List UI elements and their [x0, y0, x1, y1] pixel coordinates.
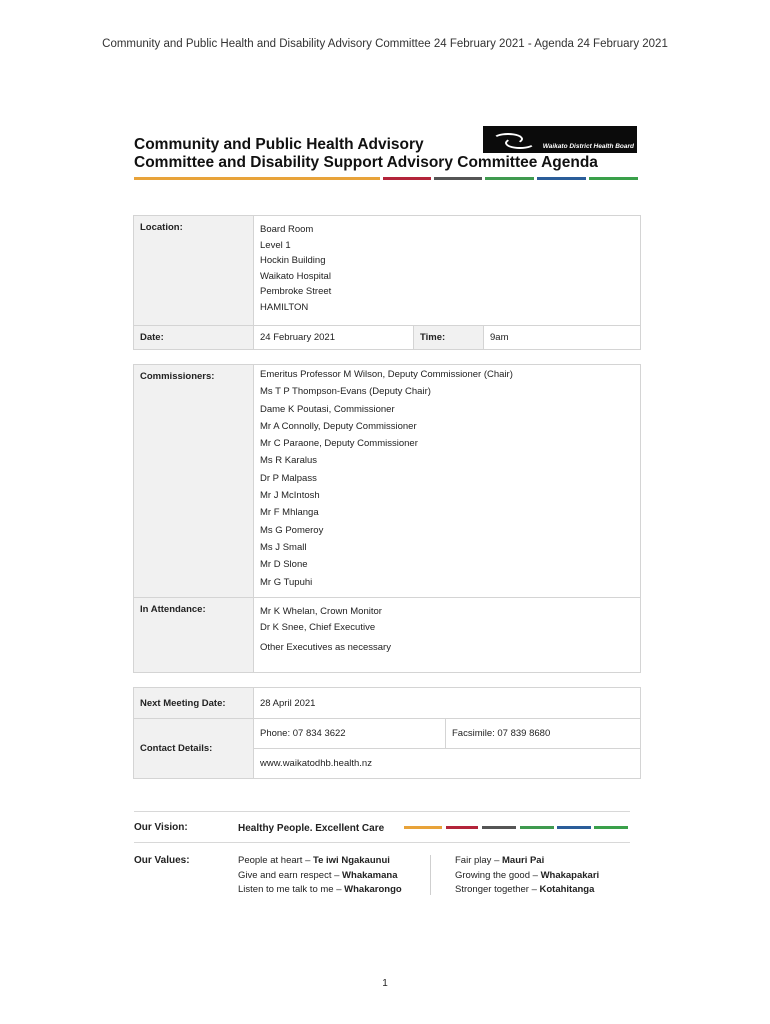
- vision-top-rule: [134, 811, 630, 812]
- vision-colorbar-blue: [557, 826, 591, 829]
- phone-value: Phone: 07 834 3622: [254, 719, 446, 749]
- value-item: Stronger together – Kotahitanga: [455, 884, 595, 895]
- attendance-item: Dr K Snee, Chief Executive: [260, 621, 376, 633]
- value-item: Fair play – Mauri Pai: [455, 855, 545, 866]
- logo-text: Waikato District Health Board: [542, 143, 634, 150]
- attendees-table: [133, 364, 641, 673]
- commissioner-item: Mr D Slone: [260, 559, 308, 571]
- waikato-dhb-logo: [483, 126, 637, 153]
- location-value: [254, 216, 641, 326]
- value-item: Listen to me talk to me – Whakarongo: [238, 884, 402, 895]
- facsimile-value: Facsimile: 07 839 8680: [446, 719, 641, 749]
- in-attendance-list: [254, 597, 641, 672]
- commissioner-item: Ms G Pomeroy: [260, 524, 324, 536]
- next-meeting-label: Next Meeting Date:: [134, 688, 254, 719]
- date-label: Date:: [134, 326, 254, 350]
- logo-swoosh-icon: [505, 137, 535, 149]
- location-label: Location:: [134, 216, 254, 326]
- commissioner-item: Mr F Mhlanga: [260, 507, 319, 519]
- location-line: Level 1: [260, 239, 291, 251]
- location-line: Hockin Building: [260, 255, 326, 266]
- commissioner-item: Mr C Paraone, Deputy Commissioner: [260, 438, 418, 450]
- location-date-table: [133, 215, 641, 350]
- contact-details-label: Contact Details:: [134, 719, 254, 779]
- commissioner-item: Ms J Small: [260, 541, 307, 553]
- commissioner-item: Emeritus Professor M Wilson, Deputy Commissioner (Chair): [260, 369, 513, 380]
- vision-colorbar-orange: [404, 826, 442, 829]
- values-top-rule: [134, 842, 630, 843]
- commissioner-item: Dr P Malpass: [260, 472, 317, 484]
- running-header: Community and Public Health and Disability Advisory Committee 24 February 2021 - Agenda 24 February 2021: [102, 38, 668, 50]
- commissioner-item: Ms T P Thompson-Evans (Deputy Chair): [260, 386, 431, 398]
- location-line: Board Room: [260, 224, 314, 235]
- commissioners-label: Commissioners:: [134, 365, 254, 598]
- commissioner-item: Mr J McIntosh: [260, 490, 320, 502]
- commissioner-item: Mr A Connolly, Deputy Commissioner: [260, 420, 417, 432]
- value-item: Give and earn respect – Whakamana: [238, 869, 398, 881]
- values-label: Our Values:: [134, 855, 190, 866]
- website-link[interactable]: www.waikatodhb.health.nz: [254, 749, 641, 779]
- commissioner-item: Mr G Tupuhi: [260, 576, 313, 588]
- time-label: Time:: [414, 326, 484, 350]
- location-line: Waikato Hospital: [260, 270, 331, 282]
- vision-label: Our Vision:: [134, 822, 188, 833]
- commissioner-item: Ms R Karalus: [260, 455, 318, 467]
- page-title-line-1: Community and Public Health Advisory: [134, 136, 424, 153]
- values-right-column: [455, 854, 599, 898]
- values-left-column: [238, 854, 402, 898]
- page-title-line-2: Committee and Disability Support Advisory Committee Agenda: [134, 154, 598, 171]
- header-colorbar-red: [383, 177, 431, 180]
- attendance-other: Other Executives as necessary: [260, 641, 391, 653]
- page-number: 1: [382, 978, 388, 989]
- header-colorbar-green-light: [589, 177, 638, 180]
- location-line: HAMILTON: [260, 301, 309, 313]
- location-line: Pembroke Street: [260, 286, 332, 297]
- time-value: 9am: [484, 326, 641, 350]
- in-attendance-label: In Attendance:: [134, 597, 254, 672]
- value-item: People at heart – Te iwi Ngakaunui: [238, 855, 390, 866]
- vision-text: Healthy People. Excellent Care: [238, 823, 385, 834]
- values-divider: [430, 855, 431, 895]
- vision-colorbar-red: [446, 826, 478, 829]
- header-colorbar-blue: [537, 177, 586, 180]
- attendance-item: Mr K Whelan, Crown Monitor: [260, 605, 382, 617]
- header-colorbar-orange: [134, 177, 380, 180]
- vision-colorbar-grey: [482, 826, 516, 829]
- header-colorbar-green: [485, 177, 534, 180]
- vision-colorbar-green-light: [594, 826, 628, 829]
- commissioners-list: [254, 365, 641, 598]
- vision-colorbar-green: [520, 826, 554, 829]
- meeting-contact-table: [133, 687, 641, 779]
- date-value: 24 February 2021: [254, 326, 414, 350]
- commissioner-item: Dame K Poutasi, Commissioner: [260, 403, 395, 415]
- value-item: Growing the good – Whakapakari: [455, 869, 600, 881]
- next-meeting-value: 28 April 2021: [254, 688, 641, 719]
- header-colorbar-grey: [434, 177, 482, 180]
